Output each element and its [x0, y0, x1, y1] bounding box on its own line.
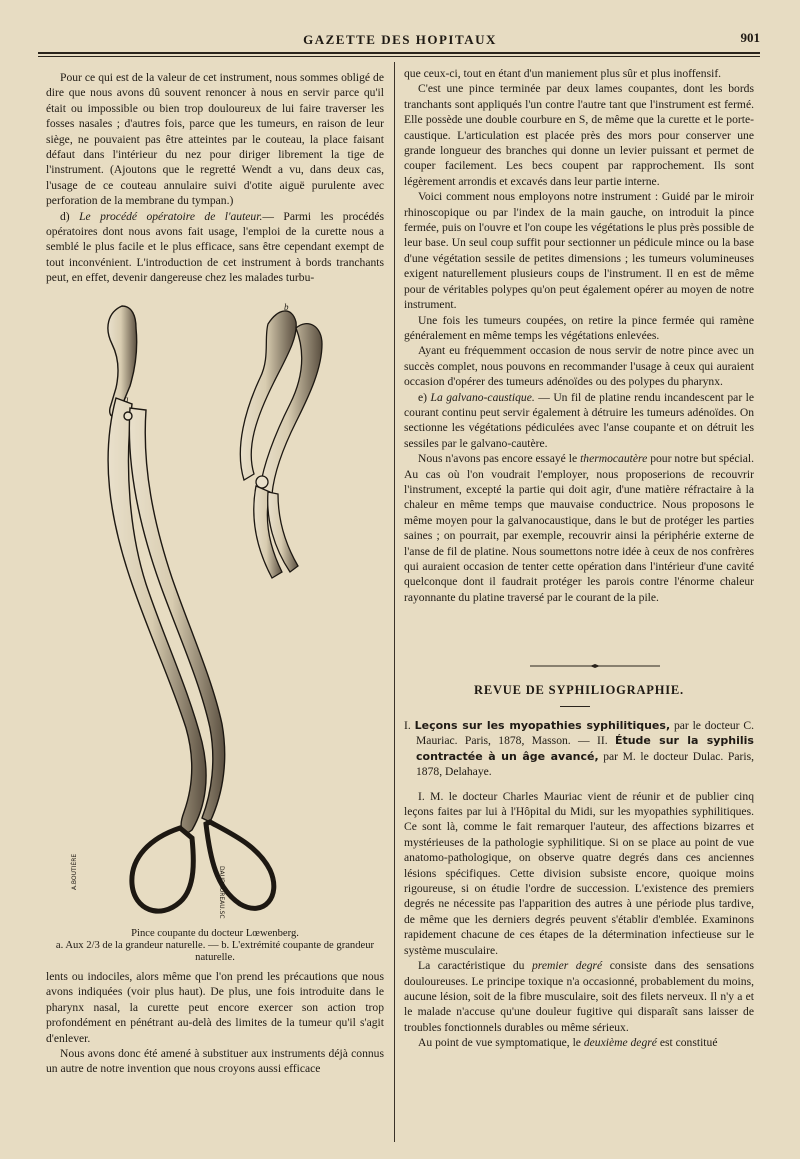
- bib-number: I.: [404, 719, 411, 732]
- caption-line: a. Aux 2/3 de la grandeur naturelle. — b. L'extrémité coupante de grandeur naturelle.: [55, 940, 375, 963]
- paragraph: Nous avons donc été amené à substituer aux instruments déjà connus un autre de notre invention que nous croyons aussi efficace: [46, 1047, 384, 1076]
- paragraph: [404, 451, 754, 605]
- paragraph: I. M. le docteur Charles Mauriac vient de réunir et de publier cinq leçons faites par lui à l'Hôpital du Midi, sur les myopathies syphilitiques. Ce sont là, comme le fait remarquer l'auteur, des affections bizarres et mystérieuses de la pathologie syphilitique. Si on se place au point de vue anatomo-pathologique, on observe quatre degrés dans ces anciennes lésions spécifiques. Cette division subsiste encore, quoique moins rigoureuse, si on étudie l'ordre de succession. L'existence des premiers degrés ne nécessite pas l'apparition des autres à une période plus tardive, de même que les derniers degrés peuvent s'établir d'emblée. Examinons rapidement chacune de ces étapes de la détermination infectieuse sur le système musculaire.: [404, 789, 754, 957]
- item-letter: e): [418, 390, 428, 404]
- item-letter: d): [60, 209, 70, 223]
- short-rule: [560, 706, 590, 707]
- column-divider: [394, 62, 395, 1142]
- paragraph-text: La caractéristique du: [418, 959, 525, 973]
- bib-details: par le docteur C. Mauriac. Paris, 1878, Masson. —: [416, 719, 754, 748]
- paragraph: que ceux-ci, tout en étant d'un maniement plus sûr et plus inoffensif.: [404, 67, 722, 80]
- paragraph: Voici comment nous employons notre instrument : Guidé par le miroir rhinoscopique ou par l'index de la main gauche, on introduit la pince fermée, puis on l'ouvre et l'on coupe les végétations le plus près possible de leur base. Un seul coup suffit pour sectionner un pédicule mince ou la base d'une végétation sessile de petites dimensions ; les tumeurs volumineuses exigent naturellement plusieurs coups de l'instrument. Il en est de même pour de véritables polypes qu'on peut également opérer au moyen de notre instrument.: [404, 190, 754, 312]
- bib-number: II.: [596, 734, 608, 748]
- paragraph-text: — Parmi les procédés opératoires dont nous avons fait usage, l'emploi de la curette nous a semblé le plus facile et le plus efficace, sans être cependant exempt de tout inconvénient. L'introduction de cet instrument à bords tranchants peut, en effet, devenir dangereuse chez les malades turbu-: [46, 209, 385, 285]
- paragraph: C'est une pince terminée par deux lames coupantes, dont les bords tranchants sont appliqués l'un contre l'autre tant que l'instrument est fermé. Elle possède une double courbure en S, de même que la curette et le porte-caustique. L'articulation est placée près des mors pour conserver une grande longueur des branches qui donne un levier puissant et permet de couper facilement. Les becs coupent par rapprochement. Ils sont légèrement arrondis et excavés dans leur partie interne.: [404, 82, 754, 188]
- bib-details: par M. le docteur Dulac. Paris, 1878, Delahaye.: [416, 749, 754, 779]
- emphasis: premier degré: [531, 959, 603, 973]
- bibliography-entry: [404, 718, 754, 780]
- pince-figure-b: [240, 311, 322, 578]
- page-header: [40, 30, 760, 50]
- paragraph: Ayant eu fréquemment occasion de nous servir de notre pince avec un succès complet, nous pouvons en recommander l'usage à ceux qui auraient occasion d'opérer des tumeurs adénoïdes ou des polypes du pharynx.: [404, 344, 754, 389]
- pince-figure-a: [108, 306, 274, 911]
- paragraph-text: est constitué: [659, 1036, 718, 1050]
- right-column: [404, 66, 754, 605]
- figure-label-a: a: [124, 394, 129, 404]
- section-separator: [530, 664, 660, 668]
- figure-label-b: b: [284, 302, 289, 312]
- paragraph: Une fois les tumeurs coupées, on retire la pince fermée qui ramène généralement en même temps les végétations enlevées.: [404, 313, 754, 342]
- header-rule-thin: [38, 56, 760, 57]
- header-rule: [38, 52, 760, 54]
- left-column-bottom: [46, 969, 384, 1077]
- paragraph-text: consiste dans des sensations douloureuses. Le principe toxique n'a occasionné, probablement du moins, aucune lésion, soit de la fibre musculaire, soit des filets nerveux. Il n'y a et le malade n'accuse qu'une douleur fugitive qui disparaît sans laisser de troubles fonctionnels durables ou même sérieux.: [404, 959, 754, 1034]
- paragraph: [404, 390, 754, 452]
- paragraph: [404, 958, 754, 1035]
- emphasis: thermocautère: [580, 452, 648, 466]
- bib-title: Étude sur la syphilis contractée à un âge avancé,: [416, 734, 754, 763]
- section-title: REVUE DE SYPHILIOGRAPHIE.: [474, 683, 684, 697]
- paragraph: [46, 209, 384, 286]
- bib-title: Leçons sur les myopathies syphilitiques,: [414, 719, 671, 732]
- engraver-signature-left: A.BOUTIÈRE: [71, 853, 78, 890]
- paragraph-text: — Un fil de platine rendu incandescent par le courant continu peut servir également à détruire les tumeurs adénoïdes. On sectionne les végétations pédiculées avec l'anse coupante et on détruit les sessiles par le galvano-cautère.: [404, 390, 755, 450]
- journal-title: GAZETTE DES HOPITAUX: [303, 32, 497, 47]
- pince-engraving: [60, 298, 380, 930]
- subsection-title: La galvano-caustique.: [430, 390, 535, 404]
- pince-illustration: [60, 298, 380, 930]
- paragraph-text: pour notre but spécial. Au cas où l'on voudrait l'employer, nous proposerions de recouvrir l'instrument, excepté la partie qui doit agir, d'une matière réfractaire à la chaleur en même temps que mauvaise conductrice. Nous proposons le même moyen pour la galvanocaustique, dans le but de protéger les parties saines ; on pourrait, par exemple, recouvrir ainsi la périphérie externe de l'anse de fil de platine. Nous soumettons notre idée à ceux de nos confrères qui auraient occasion de tenter cette opération dans l'intérieur d'une cavité quelconque dont il faudrait protéger les parois contre l'énorme chaleur rayonnante du platine traversé par le courant de la pile.: [404, 452, 755, 604]
- paragraph: [404, 1035, 754, 1050]
- paragraph-text: Nous n'avons pas encore essayé le: [418, 452, 578, 466]
- paragraph-text: Au point de vue symptomatique, le: [418, 1036, 581, 1050]
- engraver-signature-right: DAUDRUREAU.SC: [218, 866, 225, 919]
- paragraph: Pour ce qui est de la valeur de cet instrument, nous sommes obligé de dire que nous avons dû souvent renoncer à nous en servir parce qu'il était ou impossible ou bien trop douloureux de lui faire traverser les fosses nasales ; d'autres fois, parce que les tumeurs, en raison de leur siège, ne pouvaient pas être atteintes par le couteau, la place faisant défaut dans l'intérieur du nez pour diriger librement la tige de l'instrument. (Ajoutons que le regretté Wendt a vu, dans deux cas, l'usage de ce couteau annulaire suivi d'otite aiguë purulente avec perforation de la membrane du tympan.): [46, 71, 384, 208]
- review-column: [404, 718, 754, 1051]
- paragraph: lents ou indociles, alors même que l'on prend les précautions que nous avons indiquées (voir plus haut). De plus, une fois introduite dans le pharynx nasal, la curette peut encore exercer son action trop profondément en pénétrant au-delà des limites de la tumeur qu'il s'agit d'enlever.: [46, 970, 384, 1045]
- emphasis: deuxième degré: [583, 1036, 657, 1050]
- page-number: 901: [740, 30, 760, 45]
- subsection-title: Le procédé opératoire de l'auteur.: [79, 209, 263, 223]
- left-column-top: [46, 70, 384, 286]
- caption-line: Pince coupante du docteur Lœwenberg.: [131, 928, 299, 939]
- figure-caption: [46, 928, 384, 964]
